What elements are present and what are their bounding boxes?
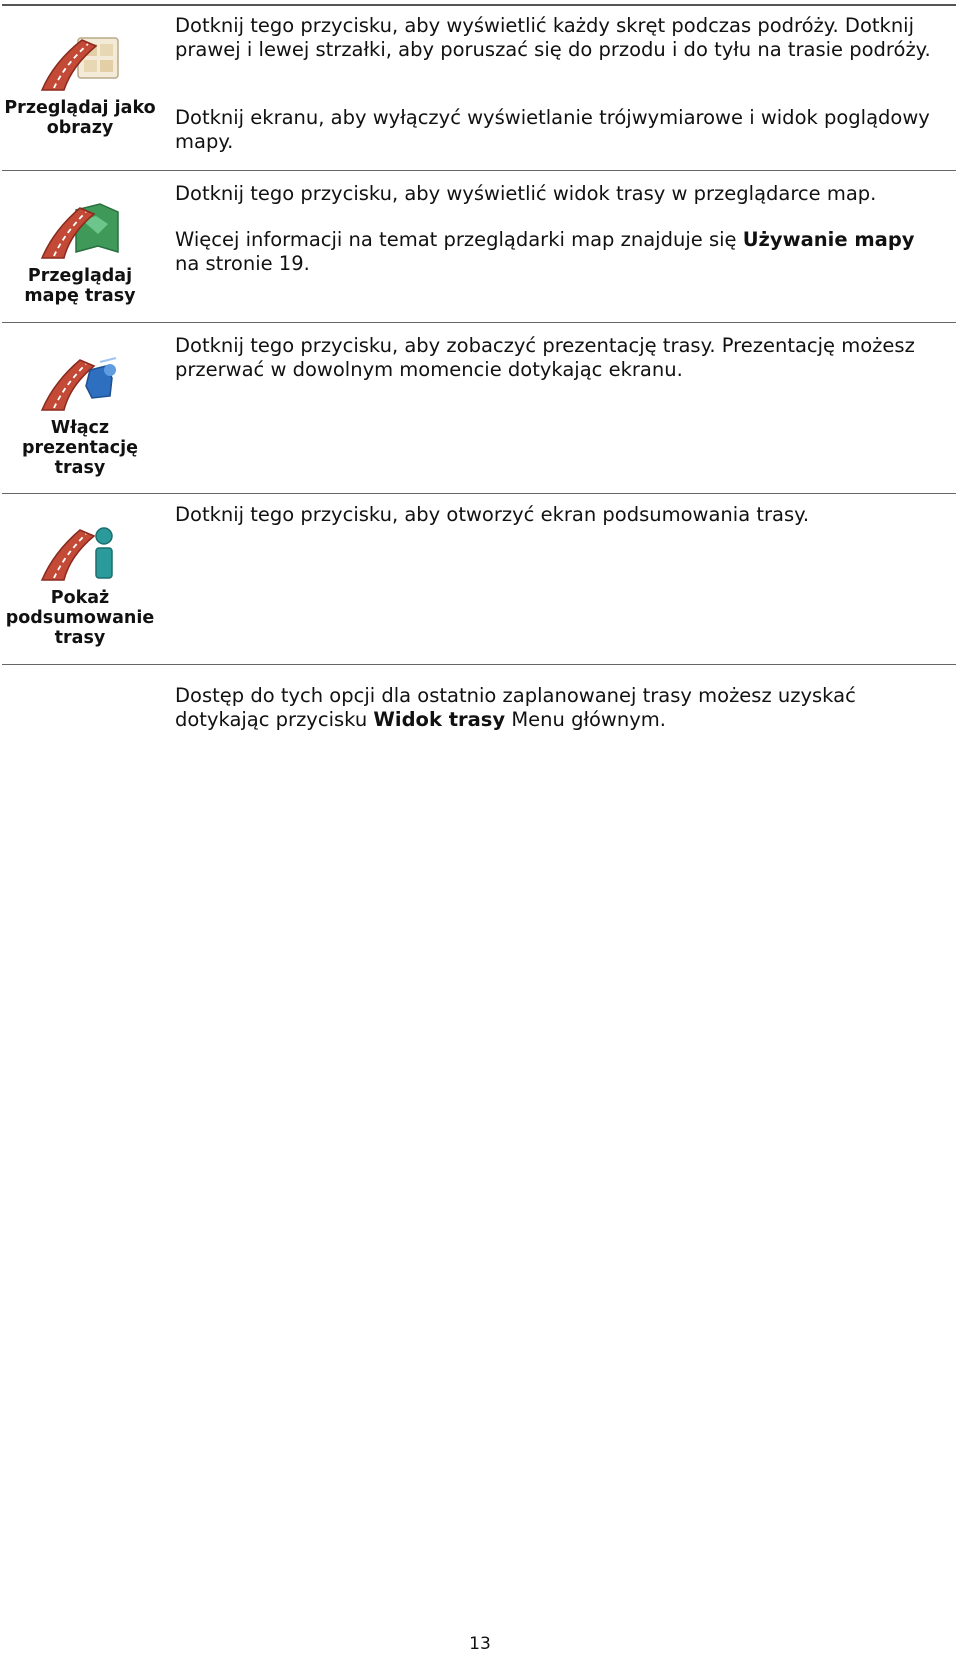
divider-3 [2,493,956,494]
browse-route-map-label: Przeglądaj mapę trasy [24,266,136,306]
row3-paragraph-1: Dotknij tego przycisku, aby zobaczyć prezentację trasy. Prezentację możesz przerwać w dowolnym momencie dotykając ekranu. [175,334,915,381]
browse-as-images-button[interactable] [2,32,158,138]
route-demo-button[interactable] [2,352,158,478]
road-map-icon [38,200,122,260]
route-summary-button[interactable] [2,522,158,648]
route-view-text: Widok trasy [373,708,506,731]
row1-paragraph-1: Dotknij tego przycisku, aby wyświetlić każdy skręt podczas podróży. Dotknij prawej i lewej strzałki, aby poruszać się do przodu i do tyłu na trasie podróży. [175,14,931,61]
row1-paragraph-2: Dotknij ekranu, aby wyłączyć wyświetlanie trójwymiarowe i widok poglądowy mapy. [175,106,930,153]
using-map-link-text: Używanie mapy [742,228,915,251]
row4-paragraph-1: Dotknij tego przycisku, aby otworzyć ekran podsumowania trasy. [175,503,810,526]
divider-2 [2,322,956,323]
top-rule [2,4,956,6]
route-demo-label: Włącz prezentację trasy [22,418,138,478]
browse-as-images-label: Przeglądaj jako obrazy [4,98,156,138]
footer-note: Dostęp do tych opcji dla ostatnio zaplanowanej trasy możesz uzyskać dotykając przycisku Widok trasy Menu głównym. [175,684,856,731]
row2-more-info: Więcej informacji na temat przeglądarki map znajduje się Używanie mapy na stronie 19. [175,228,915,275]
browse-route-map-button[interactable] [2,200,158,306]
divider-1 [2,170,956,171]
route-summary-label: Pokaż podsumowanie trasy [5,588,155,648]
road-summary-icon [38,522,122,582]
road-demo-icon [38,352,122,412]
page-number: 13 [469,1634,491,1654]
row2-paragraph-1: Dotknij tego przycisku, aby wyświetlić widok trasy w przeglądarce map. [175,182,877,205]
road-pictures-icon [38,32,122,92]
divider-4 [2,664,956,665]
